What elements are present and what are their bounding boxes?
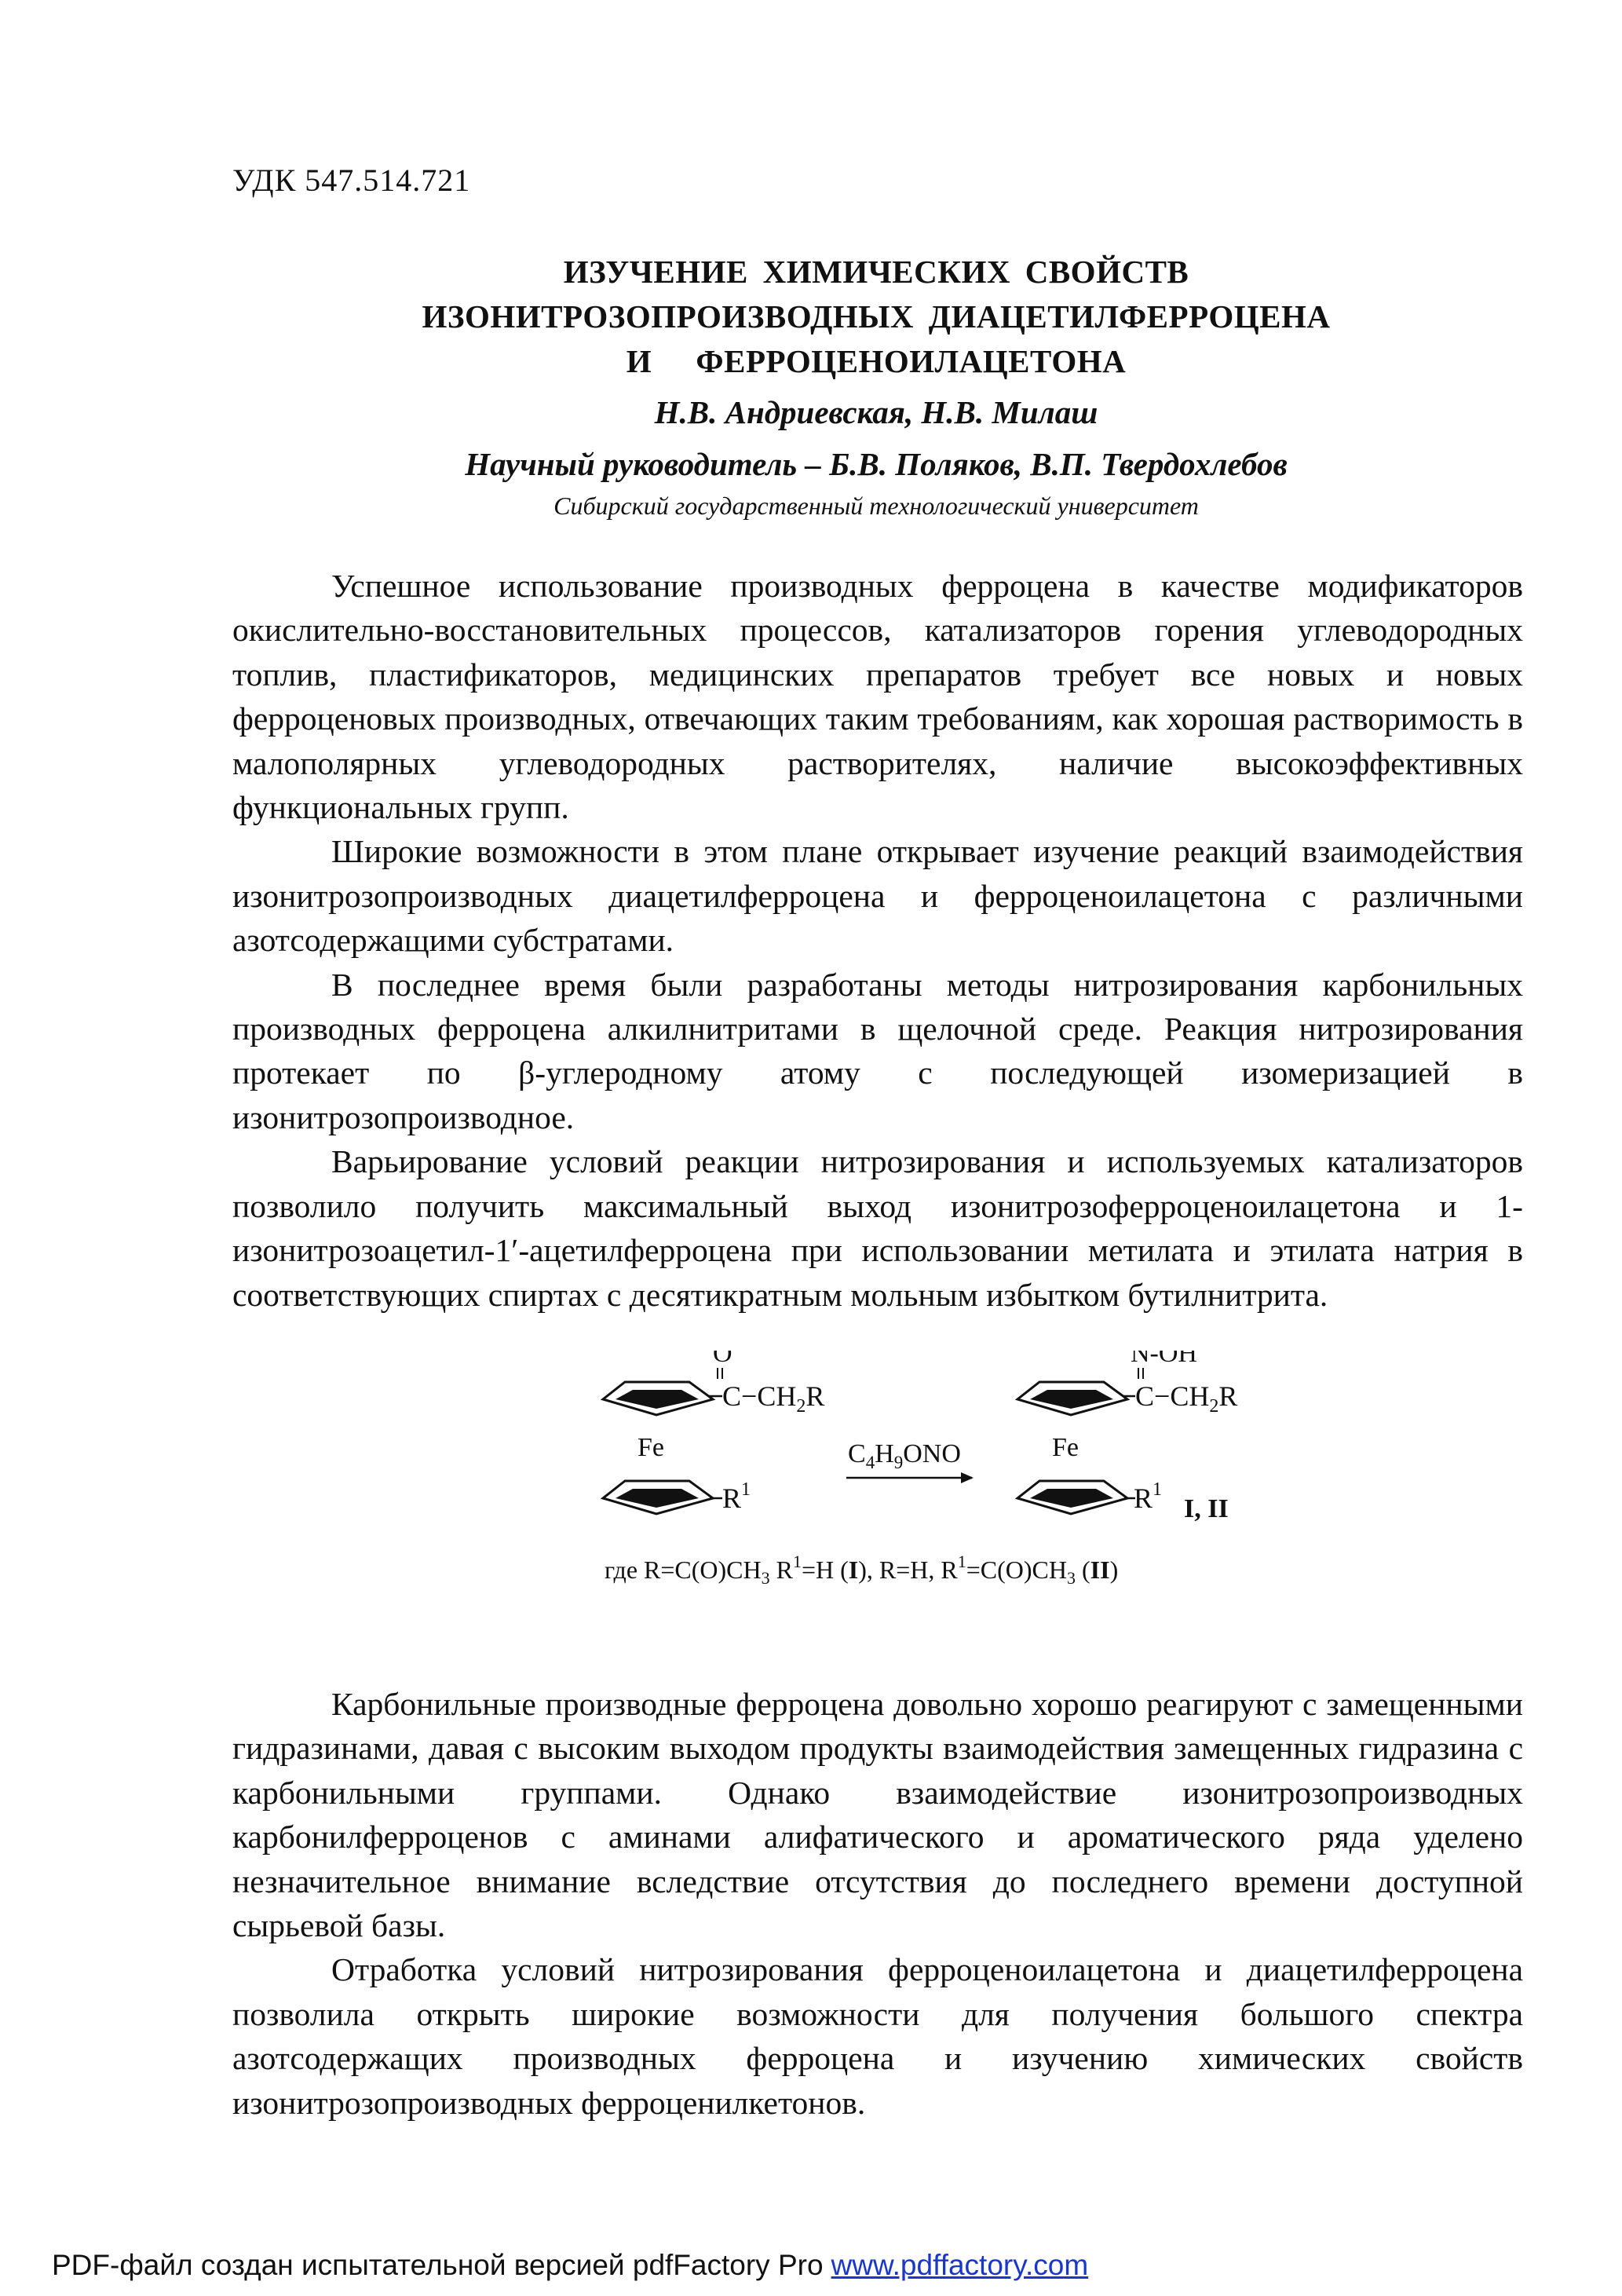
reaction-scheme-figure <box>581 1351 1288 1586</box>
reagent-label: $C_4H_9ONO$ <box>848 1439 961 1472</box>
right-ferrocene <box>1017 1351 1237 1523</box>
affiliation: Сибирский государственный технологический университет <box>553 492 1199 520</box>
compound-numbers: I, II <box>1184 1494 1229 1523</box>
left-c-ch2r: $C-CH_2R$ <box>722 1380 825 1417</box>
scheme-caption: где $R=C(O)CH_3$ $R^1=H$ (I), R=H, $R^1=C(O)CH_3$ (II) <box>605 1552 1119 1586</box>
body-text-after-scheme <box>232 1682 1523 2125</box>
paragraph-5: Карбонильные производные ферроцена довольно хорошо реагируют с замещенными гидразинами, давая с высоким выходом продукты взаимодействия замещенных гидразина с карбонильными группами. Однако взаимодействие изонитрозопроизводных карбонилферроценов с аминами алифатического и ароматического ряда уделено незначительное внимание вследствие отсутствия до последнего времени доступной сырьевой базы. <box>232 1686 1523 1944</box>
article-header <box>232 250 1520 524</box>
left-ferrocene <box>603 1351 824 1514</box>
left-iron: Fe <box>637 1433 664 1462</box>
pdf-footer <box>52 2249 1088 2282</box>
right-c-ch2r: $C-CH_2R$ <box>1135 1380 1238 1417</box>
udk-code: УДК 547.514.721 <box>232 163 471 198</box>
paragraph-1: Успешное использование производных ферроцена в качестве модификаторов окислительно-восстановительных процессов, катализаторов горения углеводородных топлив, пластификаторов, медицинских препаратов требует все новых и новых ферроценовых производных, отвечающих таким требованиям, как хорошая растворимость в малополярных углеводородных растворителях, наличие высокоэффективных функциональных групп. <box>232 568 1523 826</box>
right-n-oh: N-OH <box>1131 1351 1197 1368</box>
right-iron: Fe <box>1052 1433 1079 1462</box>
article-title-line-2: ИЗОНИТРОЗОПРОИЗВОДНЫХ ДИАЦЕТИЛФЕРРОЦЕНА <box>422 298 1331 335</box>
article-title-line-1: ИЗУЧЕНИЕ ХИМИЧЕСКИХ СВОЙСТВ <box>563 254 1189 290</box>
article-title-line-3: И ФЕРРОЦЕНОИЛАЦЕТОНА <box>626 343 1127 379</box>
body-text-before-scheme <box>232 564 1523 1317</box>
reaction-arrow <box>846 1439 974 1483</box>
right-r1: $R^1$ <box>1134 1479 1163 1514</box>
left-oxygen: O <box>713 1351 732 1368</box>
arrow-head <box>961 1472 974 1483</box>
left-r1: $R^1$ <box>722 1479 751 1514</box>
footer-text: PDF-файл создан испытательной версией pdfFactory Pro <box>52 2249 824 2281</box>
paragraph-2: Широкие возможности в этом плане открывает изучение реакций взаимодействия изонитрозопроизводных диацетилферроцена и ферроценоилацетона с различными азотсодержащими субстратами. <box>232 833 1523 959</box>
paragraph-3: В последнее время были разработаны методы нитрозирования карбонильных производных ферроцена алкилнитритами в щелочной среде. Реакция нитрозирования протекает по β-углеродному атому с последующей изомеризацией в изонитрозопроизводное. <box>232 966 1523 1135</box>
paragraph-6: Отработка условий нитрозирования ферроценоилацетона и диацетилферроцена позволила открыть широкие возможности для получения большого спектра азотсодержащих производных ферроцена и изучению химических свойств изонитрозопроизводных ферроценилкетонов. <box>232 1951 1523 2121</box>
authors: Н.В. Андриевская, Н.В. Милаш <box>654 394 1098 430</box>
footer-link[interactable]: www.pdffactory.com <box>831 2249 1089 2281</box>
paragraph-4: Варьирование условий реакции нитрозирования и используемых катализаторов позволило получить максимальный выход изонитрозоферроценоилацетона и 1-изонитрозоацетил-1′-ацетилферроцена при использовании метилата и этилата натрия в соответствующих спиртах с десятикратным мольным избытком бутилнитрита. <box>232 1143 1523 1313</box>
reaction-scheme <box>581 1351 1288 1586</box>
supervisor: Научный руководитель – Б.В. Поляков, В.П. Твердохлебов <box>465 446 1288 482</box>
